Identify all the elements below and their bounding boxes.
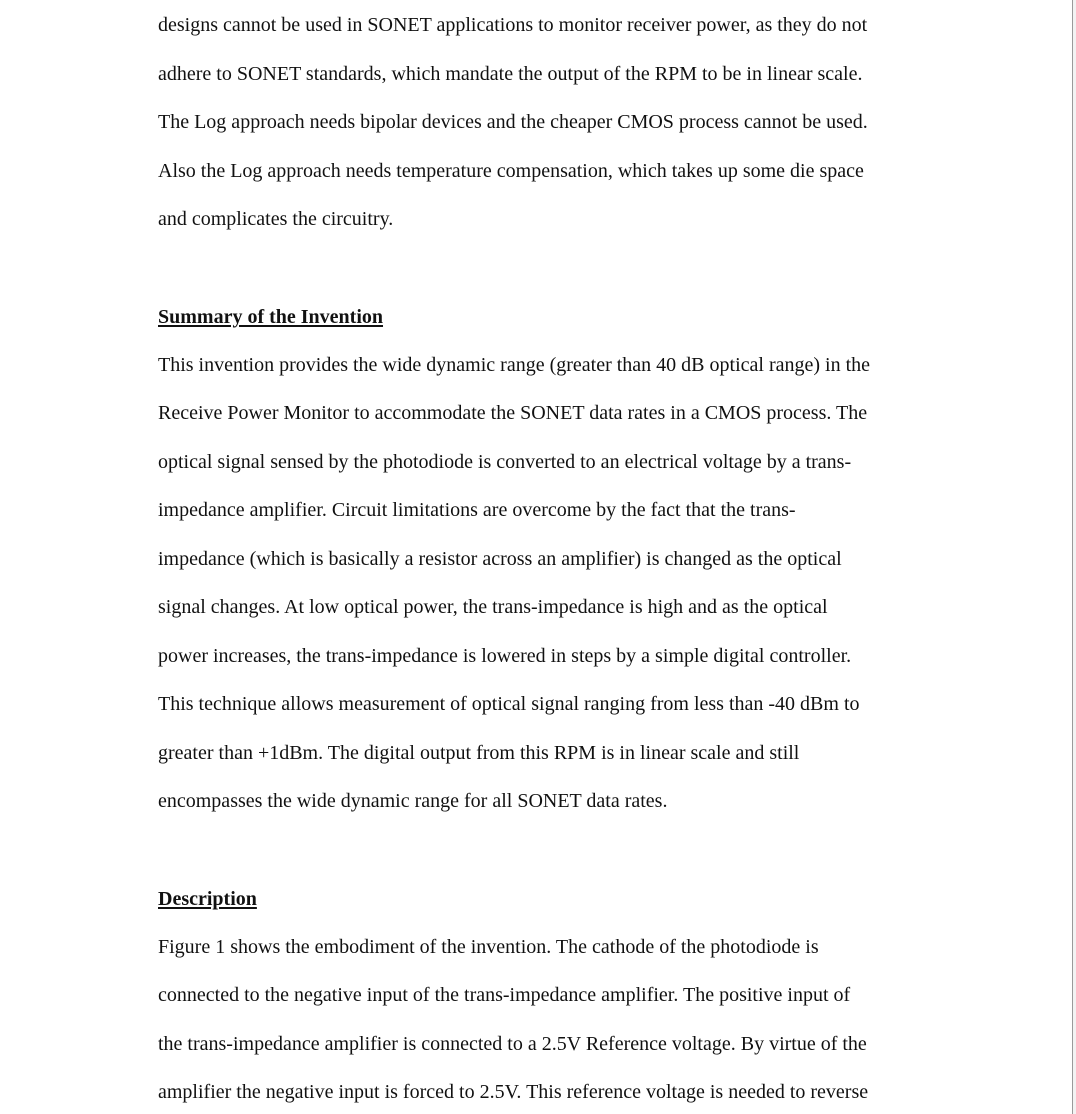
summary-line: Receive Power Monitor to accommodate the SONET data rates in a CMOS process. The: [158, 402, 868, 424]
summary-line: impedance amplifier. Circuit limitations are overcome by the fact that the trans-: [158, 499, 796, 521]
intro-line: and complicates the circuitry.: [158, 208, 394, 230]
description-line: amplifier the negative input is forced to 2.5V. This reference voltage is needed to reverse: [158, 1081, 869, 1103]
summary-heading: Summary of the Invention: [158, 306, 384, 328]
intro-line: adhere to SONET standards, which mandate the output of the RPM to be in linear scale.: [158, 63, 863, 85]
intro-line: Also the Log approach needs temperature compensation, which takes up some die space: [158, 160, 864, 182]
description-heading: Description: [158, 888, 257, 910]
summary-line: signal changes. At low optical power, the trans-impedance is high and as the optical: [158, 596, 828, 618]
summary-line: This technique allows measurement of optical signal ranging from less than -40 dBm to: [158, 693, 860, 715]
intro-line: The Log approach needs bipolar devices and the cheaper CMOS process cannot be used.: [158, 111, 868, 133]
summary-line: power increases, the trans-impedance is lowered in steps by a simple digital controller.: [158, 645, 852, 667]
summary-line: greater than +1dBm. The digital output from this RPM is in linear scale and still: [158, 742, 800, 764]
description-line: connected to the negative input of the trans-impedance amplifier. The positive input of: [158, 984, 851, 1006]
summary-line: optical signal sensed by the photodiode is converted to an electrical voltage by a trans-: [158, 451, 852, 473]
description-line: Figure 1 shows the embodiment of the invention. The cathode of the photodiode is: [158, 936, 819, 958]
summary-line: This invention provides the wide dynamic range (greater than 40 dB optical range) in the: [158, 354, 871, 376]
summary-line: encompasses the wide dynamic range for all SONET data rates.: [158, 790, 668, 812]
summary-line: impedance (which is basically a resistor across an amplifier) is changed as the optical: [158, 548, 842, 570]
description-line: the trans-impedance amplifier is connected to a 2.5V Reference voltage. By virtue of the: [158, 1033, 867, 1055]
intro-line: designs cannot be used in SONET applications to monitor receiver power, as they do not: [158, 14, 868, 36]
